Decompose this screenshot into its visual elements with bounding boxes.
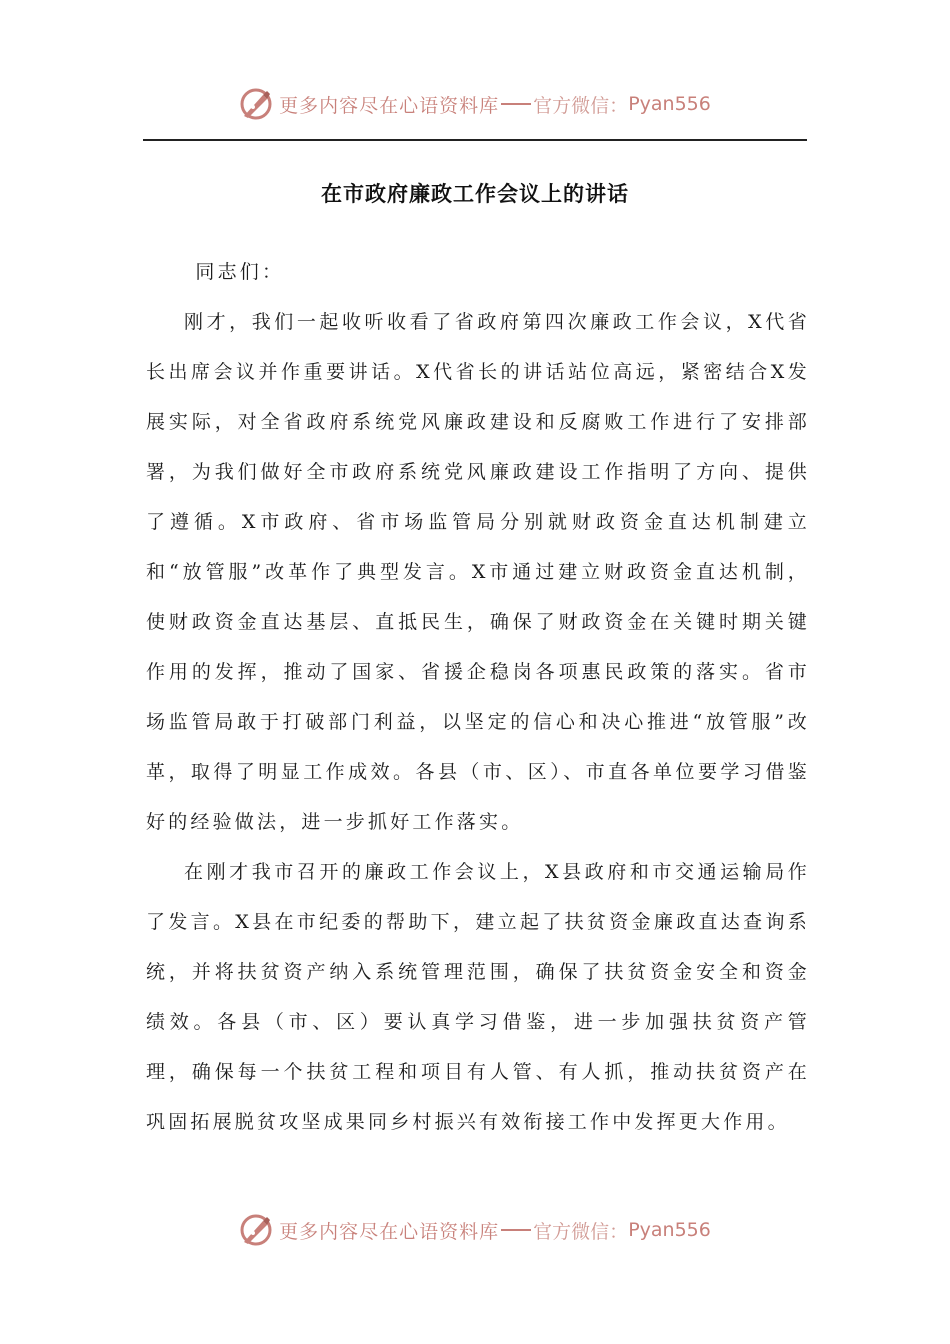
footer-banner	[0, 1210, 950, 1250]
banner-dash-divider	[501, 1229, 531, 1231]
pen-logo-icon	[239, 87, 273, 121]
banner-wechat-id: Pyan556	[628, 1219, 711, 1241]
pen-logo-icon	[239, 1213, 273, 1247]
banner-wechat-label: 官方微信：	[533, 94, 629, 117]
paragraph: 刚才，我们一起收听收看了省政府第四次廉政工作会议，X代省长出席会议并作重要讲话。X代省长的讲话站位高远，紧密结合X发展实际，对全省政府系统党风廉政建设和反腐败工作进行了安排部署，为我们做好全市政府系统党风廉政建设工作指明了方向、提供了遵循。X市政府、省市场监管局分别就财政资金直达机制建立和“放管服”改革作了典型发言。X市通过建立财政资金直达机制，使财政资金直达基层、直抵民生，确保了财政资金在关键时期关键作用的发挥，推动了国家、省援企稳岗各项惠民政策的落实。省市场监管局敢于打破部门利益，以坚定的信心和决心推进“放管服”改革，取得了明显工作成效。各县（市、区）、市直各单位要学习借鉴好的经验做法，进一步抓好工作落实。	[146, 311, 810, 833]
document-body	[146, 247, 810, 1147]
banner-wechat-id: Pyan556	[628, 93, 711, 115]
greeting: 同志们：	[195, 261, 285, 283]
banner-dash-divider	[501, 103, 531, 105]
banner-site-text: 更多内容尽在心语资料库	[279, 1220, 500, 1243]
header-banner	[0, 84, 950, 124]
banner-site-text: 更多内容尽在心语资料库	[279, 94, 500, 117]
document-title: 在市政府廉政工作会议上的讲话	[321, 182, 629, 206]
header-rule	[143, 139, 807, 141]
paragraph: 在刚才我市召开的廉政工作会议上，X县政府和市交通运输局作了发言。X县在市纪委的帮助下，建立起了扶贫资金廉政直达查询系统，并将扶贫资产纳入系统管理范围，确保了扶贫资金安全和资金绩效。各县（市、区）要认真学习借鉴，进一步加强扶贫资产管理，确保每一个扶贫工程和项目有人管、有人抓，推动扶贫资产在巩固拓展脱贫攻坚成果同乡村振兴有效衔接工作中发挥更大作用。	[146, 861, 810, 1133]
banner-wechat-label: 官方微信：	[533, 1220, 629, 1243]
